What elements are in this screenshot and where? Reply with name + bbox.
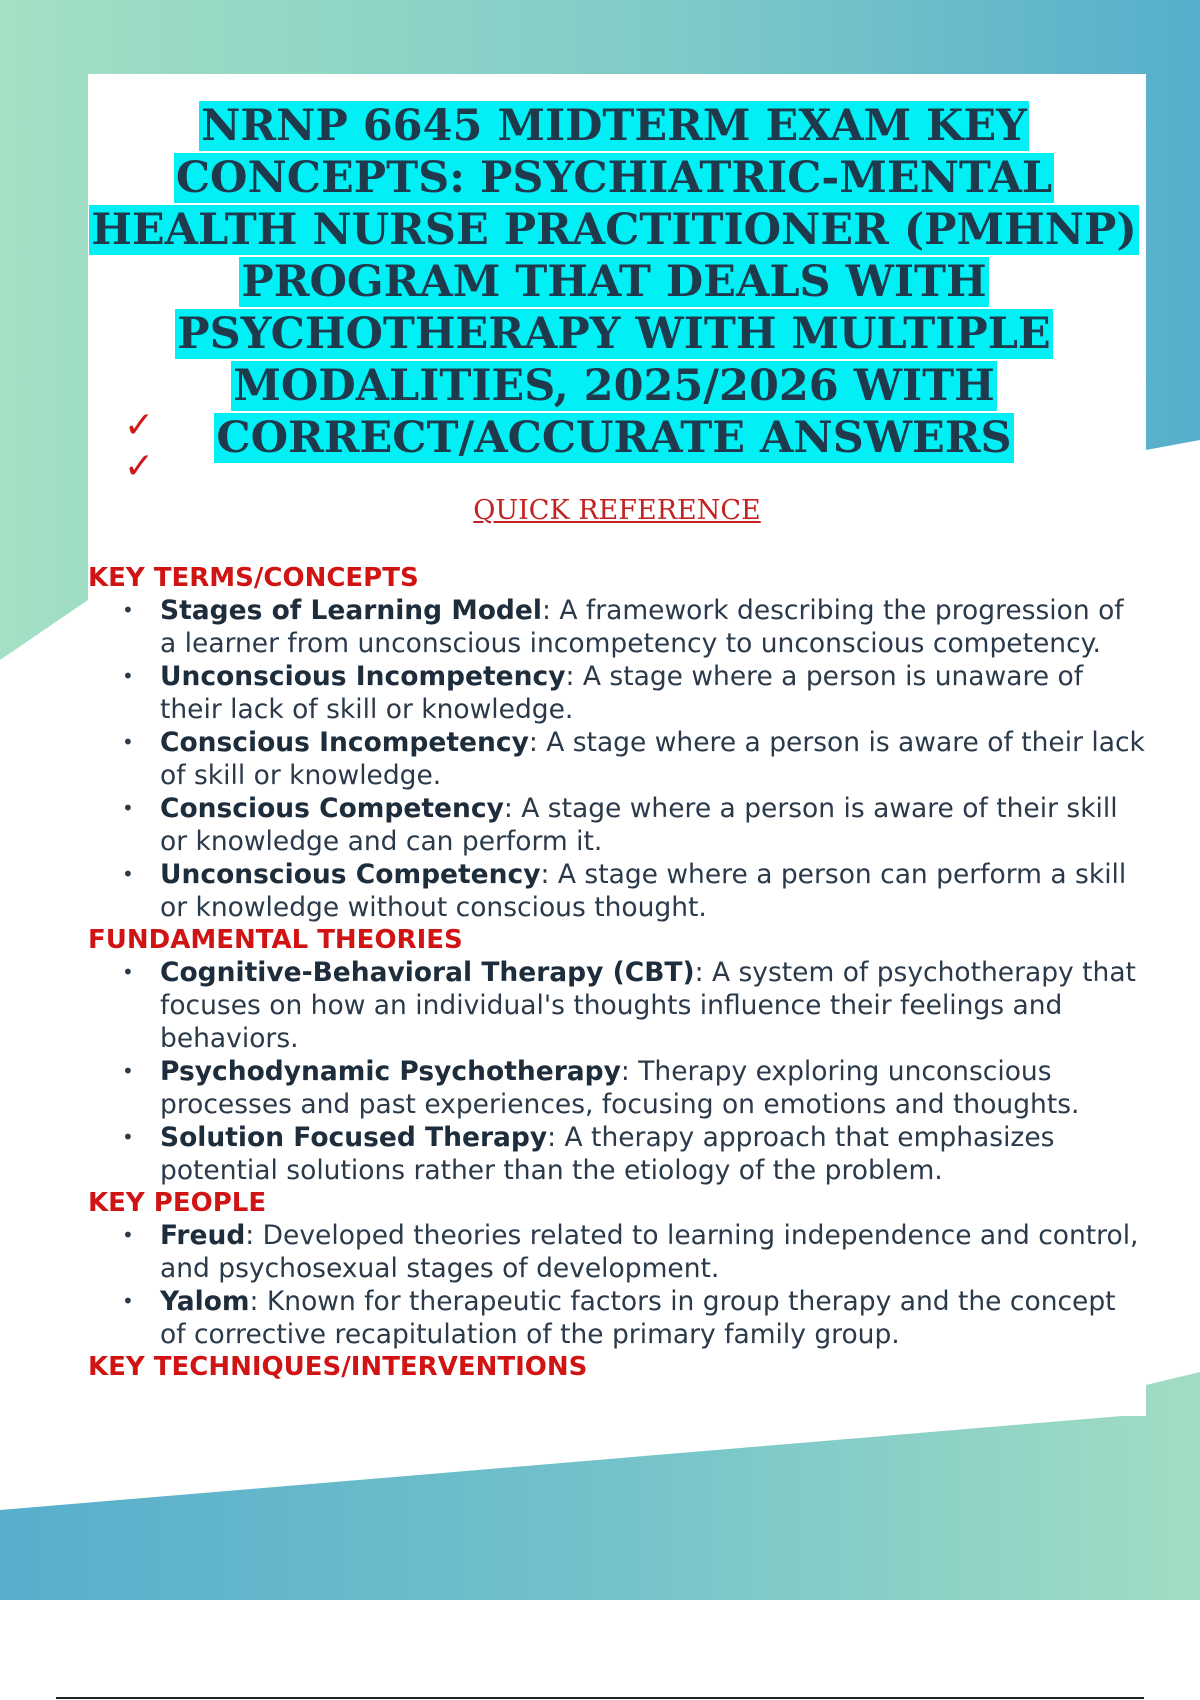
term-list xyxy=(88,1219,1148,1351)
term-definition: : A therapy approach that emphasizes potential solutions rather than the etiology of the problem. xyxy=(160,1122,1055,1186)
title-highlight: NRNP 6645 MIDTERM EXAM KEY CONCEPTS: PSYCHIATRIC-MENTAL HEALTH NURSE PRACTITIONER (PMHNP) PROGRAM THAT DEALS WITH PSYCHOTHERAPY WITH MULTIPLE MODALITIES, 2025/2026 WITH CORRECT/ACCURATE ANSWERS xyxy=(91,101,1137,463)
term-definition: : A stage where a person can perform a skill or knowledge without conscious thought. xyxy=(160,859,1127,923)
list-item xyxy=(160,726,1148,792)
section-heading: FUNDAMENTAL THEORIES xyxy=(88,925,463,955)
list-item xyxy=(160,1219,1148,1285)
list-item xyxy=(160,792,1148,858)
list-item xyxy=(160,956,1148,1055)
checkmark-icon: ✓ xyxy=(124,405,155,446)
section-heading: KEY TERMS/CONCEPTS xyxy=(88,563,419,593)
document-title xyxy=(84,100,1144,464)
term-name: Psychodynamic Psychotherapy xyxy=(160,1056,621,1087)
list-item xyxy=(160,660,1148,726)
term-definition: : Therapy exploring unconscious processes and past experiences, focusing on emotions and thoughts. xyxy=(160,1056,1080,1120)
list-item xyxy=(160,858,1148,924)
list-item xyxy=(160,1285,1148,1351)
term-definition: : A system of psychotherapy that focuses on how an individual's thoughts influence their feelings and behaviors. xyxy=(160,957,1136,1054)
term-list xyxy=(88,956,1148,1187)
term-name: Freud xyxy=(160,1220,246,1251)
list-item xyxy=(160,594,1148,660)
term-name: Cognitive-Behavioral Therapy (CBT) xyxy=(160,957,695,988)
footer-rule xyxy=(56,1697,1144,1699)
term-name: Conscious Competency xyxy=(160,793,504,824)
term-name: Solution Focused Therapy xyxy=(160,1122,548,1153)
list-item xyxy=(160,1121,1148,1187)
term-definition: : A stage where a person is unaware of their lack of skill or knowledge. xyxy=(160,661,1084,725)
section-heading: KEY PEOPLE xyxy=(88,1188,267,1218)
quick-reference-heading: QUICK REFERENCE xyxy=(473,495,761,526)
document-body xyxy=(88,562,1148,1383)
term-definition: : A framework describing the progression of a learner from unconscious incompetency to unconscious competency. xyxy=(160,595,1124,659)
term-definition: : A stage where a person is aware of their lack of skill or knowledge. xyxy=(160,727,1145,791)
term-definition: : Developed theories related to learning independence and control, and psychosexual stages of development. xyxy=(160,1220,1139,1284)
term-list xyxy=(88,594,1148,924)
term-name: Unconscious Competency xyxy=(160,859,541,890)
term-definition: : Known for therapeutic factors in group therapy and the concept of corrective recapitulation of the primary family group. xyxy=(160,1286,1116,1350)
term-name: Stages of Learning Model xyxy=(160,595,542,626)
list-item xyxy=(160,1055,1148,1121)
term-definition: : A stage where a person is aware of their skill or knowledge and can perform it. xyxy=(160,793,1118,857)
term-name: Yalom xyxy=(160,1286,250,1317)
checkmark-icon: ✓ xyxy=(124,446,155,487)
term-name: Unconscious Incompetency xyxy=(160,661,566,692)
section-heading: KEY TECHNIQUES/INTERVENTIONS xyxy=(88,1352,588,1382)
term-name: Conscious Incompetency xyxy=(160,727,529,758)
